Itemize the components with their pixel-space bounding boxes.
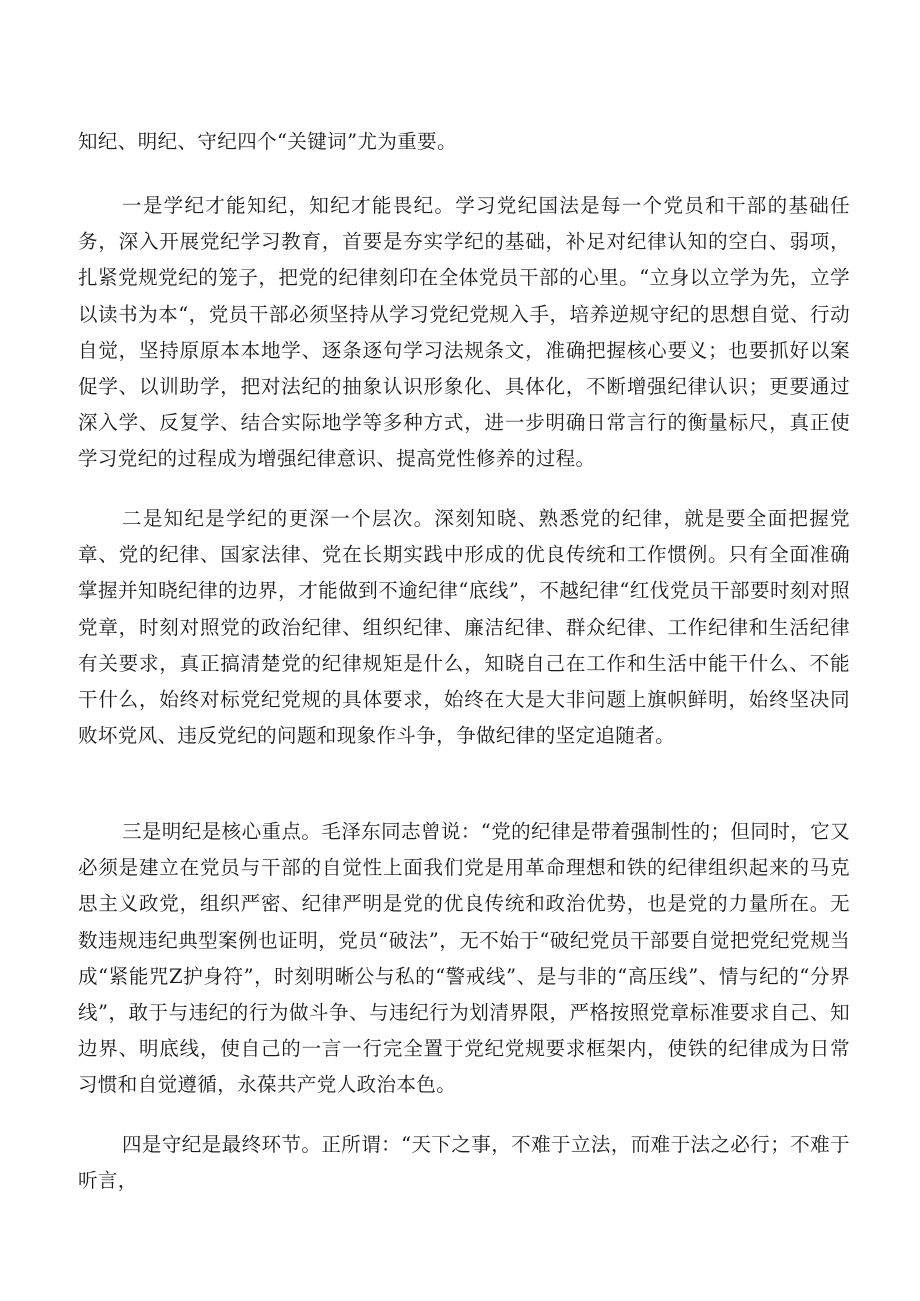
paragraph-learn-discipline: 一是学纪才能知纪，知纪才能畏纪。学习党纪国法是每一个党员和干部的基础任务，深入开展党纪学习教育，首要是夯实学纪的基础，补足对纪律认知的空白、弱项，扎紧党规党纪的笼子，把党的纪律刻印在全体党员干部的心里。“立身以立学为先，立学以读书为本“，党员干部必须坚持从学习党纪党规入手，培养逆规守纪的思想自觉、行动自觉，坚持原原本本地学、逐条逐句学习法规条文，准确把握核心要义；也要抓好以案促学、以训助学，把对法纪的抽象认识形象化、具体化，不断增强纪律认识；更要通过深入学、反复学、结合实际地学等多种方式，进一步明确日常言行的衡量标尺，真正使学习党纪的过程成为增强纪律意识、提高党性修养的过程。: [78, 194, 850, 471]
paragraph-know-discipline: 二是知纪是学纪的更深一个层次。深刻知晓、熟悉党的纪律，就是要全面把握党章、党的纪律、国家法律、党在长期实践中形成的优良传统和工作惯例。只有全面准确掌握并知晓纪律的边界，才能做到不逾纪律“底线”，不越纪律“红伐党员干部要时刻对照党章，时刻对照党的政治纪律、组织纪律、廉洁纪律、群众纪律、工作纪律和生活纪律有关要求，真正搞清楚党的纪律规矩是什么，知晓自己在工作和生活中能干什么、不能干什么，始终对标党纪党规的具体要求，始终在大是大非问题上旗帜鲜明，始终坚决同败坏党风、违反党纪的问题和现象作斗争，争做纪律的坚定追随者。: [78, 507, 850, 748]
paragraph-keep-discipline: 四是守纪是最终环节。正所谓：“天下之事，不难于立法，而难于法之必行；不难于听言，: [78, 1133, 850, 1193]
paragraph-intro-tail: 知纪、明纪、守纪四个“关键词”尤为重要。: [78, 130, 457, 153]
paragraph-understand-discipline: 三是明纪是核心重点。毛泽东同志曾说：“党的纪律是带着强制性的；但同时，它又必须是建立在党员与干部的自觉性上面我们党是用革命理想和铁的纪律组织起来的马克思主义政党，组织严密、纪律严明是党的优良传统和政治优势，也是党的力量所在。无数违规违纪典型案例也证明，党员“破法”，无不始于“破纪党员干部要自觉把党纪党规当成“紧能咒Z护身符”，时刻明晰公与私的“警戒线”、是与非的“高压线”、情与纪的“分界线”，敢于与违纪的行为做斗争、与违纪行为划清界限，严格按照党章标准要求自己、知边界、明底线，使自己的一言一行完全置于党纪党规要求框架内，使铁的纪律成为日常习惯和自觉遵循，永葆共产党人政治本色。: [78, 820, 850, 1097]
